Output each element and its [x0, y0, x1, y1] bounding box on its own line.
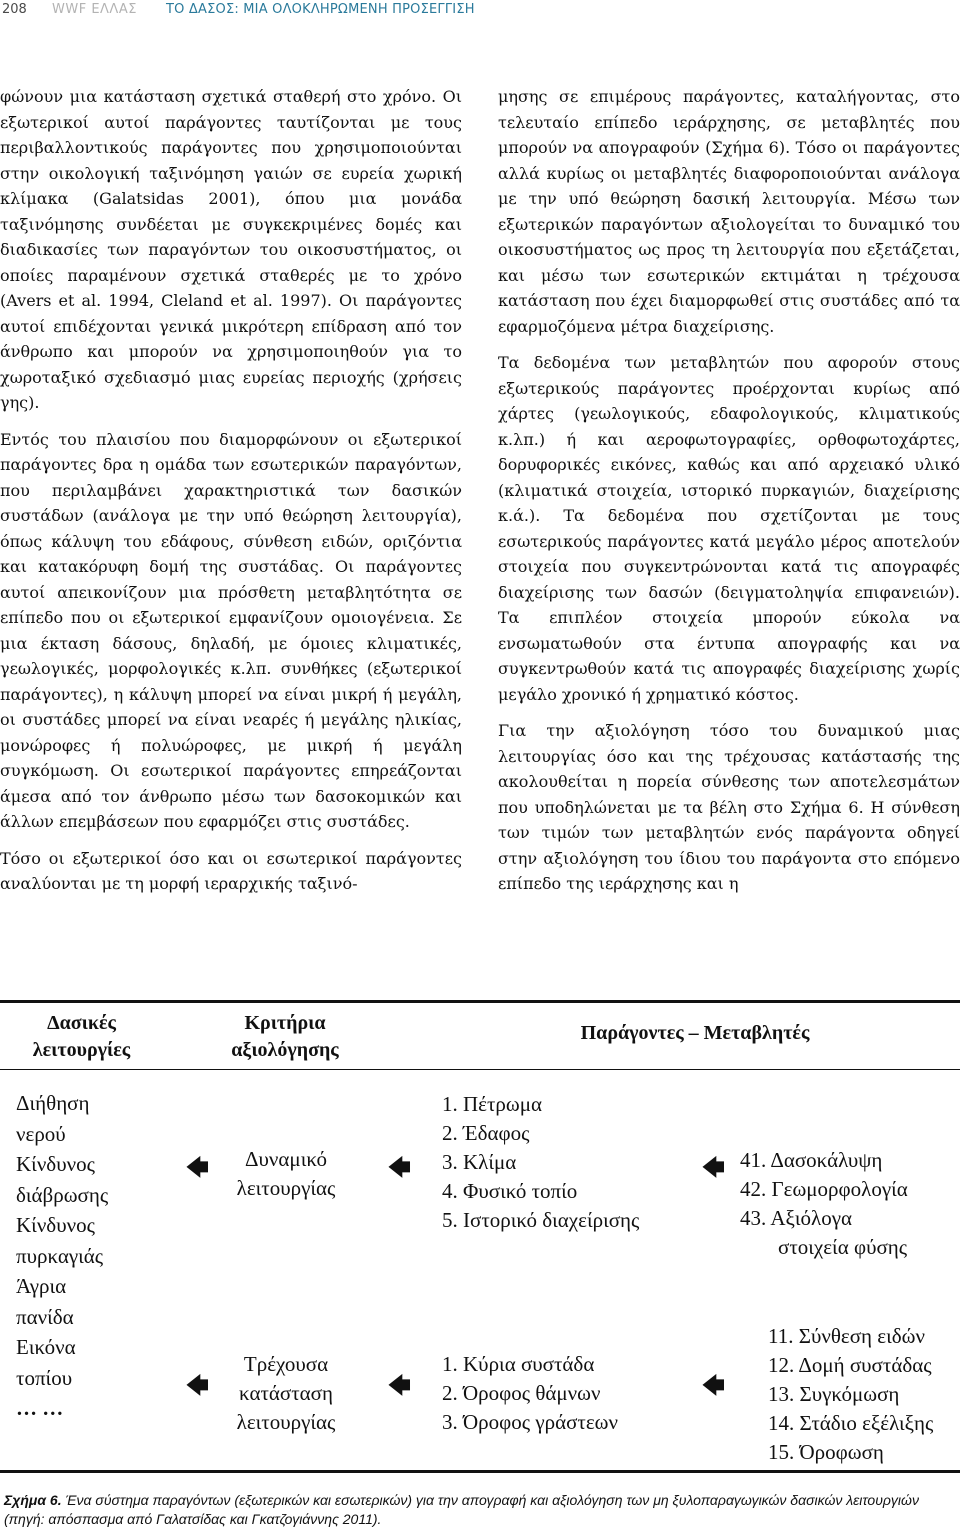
function-line: διάβρωσης [16, 1182, 109, 1207]
external-variable-item: 41. Δασοκάλυψη [740, 1148, 883, 1172]
external-variable-item: στοιχεία φύσης [778, 1235, 908, 1259]
header-title: ΤΟ ΔΑΣΟΣ: ΜΙΑ ΟΛΟΚΛΗΡΩΜΕΝΗ ΠΡΟΣΕΓΓΙΣΗ [166, 2, 475, 17]
internal-variables-list [768, 1322, 933, 1467]
figure-bottom-rule [0, 1470, 960, 1473]
external-variable-item: 43. Αξιόλογα [740, 1206, 852, 1230]
external-factor-item: 5. Ιστορικό διαχείρισης [442, 1208, 640, 1232]
left-paragraph-1: φώνουν μια κατάσταση σχετικά σταθερή στο χρόνο. Οι εξωτερικοί αυτοί παράγοντες ταυτίζονται με τους περιβαλλοντικούς παράγοντες που χρησιμοποιούνται στην οικολογική ταξινόμηση γαιών σε ευρεία χωρική κλίμακα (Galatsidas 2001), όπου μια μονάδα ταξινόμησης συνδέεται με συγκεκριμένες δομές και διαδικασίες των παραγόντων του οικοσυστήματος, οι οποίες παραμένουν σχετικά σταθερές με το χρόνο (Avers et al. 1994, Cleland et al. 1997). Οι παράγοντες αυτοί επιδέχονται γενικά μικρότερη επίδραση από τον άνθρωπο και μπορούν να χρησιμοποιηθούν για το χωροταξικό σχεδιασμό μιας ευρείας περιοχής (χρήσεις γης). [0, 87, 462, 412]
function-line: Διήθηση [16, 1091, 90, 1115]
left-paragraph-2: Εντός του πλαισίου που διαμορφώνουν οι εξωτερικοί παράγοντες δρα η ομάδα των εσωτερικών παραγόντων, που περιλαμβάνει χαρακτηριστικά των δασικών συστάδων (ανάλογα με την υπό θεώρηση λειτουργία), όπως κάλυψη του εδάφους, σύνθεση ειδών, οριζόντια και κατακόρυφη δομή της συστάδας. Οι παράγοντες αυτοί απεικονίζουν μια πρόσθετη μεταβλητότητα σε επίπεδο που οι εξωτερικοί εμφανίζουν ομοιογένεια. Σε μια έκταση δάσους, δηλαδή, με όμοιες κλιματικές, γεωλογικές, μορφολογικές κ.λπ. συνθήκες (εξωτερικοί παράγοντες), η κάλυψη μπορεί να είναι μικρή ή μεγάλη, οι συστάδες μπορεί να είναι νεαρές ή μεγάλης ηλικίας, μονώροφες ή πολυώροφες, με μικρή ή μεγάλη συγκόμωση. Οι εσωτερικοί παράγοντες επηρεάζονται άμεσα από τον άνθρωπο μέσω των δασοκομικών και άλλων επεμβάσεων που εφαρμόζει στις συστάδες. [0, 429, 462, 831]
left-arrow-icon: 🡄 [702, 1156, 725, 1181]
internal-variable-item: 13. Συγκόμωση [768, 1382, 900, 1406]
criterion-current-line: κατάσταση [239, 1381, 333, 1405]
figure-top-rule [0, 1000, 960, 1003]
caption-text: Ένα σύστημα παραγόντων (εξωτερικών και εσωτερικών) για την απογραφή και αξιολόγηση των μη ξυλοπαραγωγικών δασικών λειτουργιών (πηγή: απόσπασμα από Γαλατσίδας και Γκατζογιάννης 2011). [4, 1492, 919, 1527]
right-column [498, 84, 960, 908]
function-line: Κίνδυνος [16, 1213, 95, 1237]
criterion-current [226, 1350, 346, 1437]
criterion-potential-line: λειτουργίας [236, 1176, 336, 1200]
internal-factor-item: 3. Όροφος γράστεων [442, 1410, 618, 1434]
header-functions-line-2: λειτουργίες [32, 1039, 131, 1061]
right-paragraph-1: μησης σε επιμέρους παράγοντες, καταλήγοντας, στο τελευταίο επίπεδο ιεράρχησης, σε μεταβλητές που μπορούν να απογραφούν (Σχήμα 6). Τόσο οι παράγοντες αλλά κυρίως οι μεταβλητές διαφοροποιούνται ανάλογα με την υπό θεώρηση δασική λειτουργία. Μέσω των εξωτερικών παραγόντων αξιολογείται το δυναμικό του οικοσυστήματος ως προς τη λειτουργία που εξετάζεται, και μέσω των εσωτερικών εκτιμάται η τρέχουσα κατάσταση που έχει διαμορφωθεί στις συστάδες από τα εφαρμοζόμενα μέτρα διαχείρισης. [498, 87, 960, 336]
function-line: πανίδα [16, 1304, 74, 1329]
external-variables-list [740, 1146, 908, 1262]
function-line: Εικόνα [16, 1335, 76, 1359]
external-factor-item: 3. Κλίμα [442, 1150, 517, 1174]
function-line: … … [16, 1396, 64, 1420]
header-criteria-line-2: αξιολόγησης [231, 1039, 339, 1061]
header-functions-line-1: Δασικές [47, 1012, 116, 1034]
internal-variable-item: 11. Σύνθεση ειδών [768, 1324, 925, 1348]
internal-factor-item: 2. Όροφος θάμνων [442, 1381, 601, 1405]
caption-label: Σχήμα 6. [4, 1492, 62, 1508]
internal-factor-item: 1. Κύρια συστάδα [442, 1352, 595, 1376]
right-paragraph-2: Τα δεδομένα των μεταβλητών που αφορούν στους εξωτερικούς παράγοντες προέρχονται κυρίως από χάρτες (γεωλογικούς, εδαφολογικούς, κλιματικούς κ.λπ.) ή και αεροφωτογραφίες, ορθοφωτοχάρτες, δορυφορικές εικόνες, καθώς και από αρχειακό υλικό (κλιματικά στοιχεία, ιστορικό πυρκαγιών, διαχείρισης κ.ά.). Τα δεδομένα που σχετίζονται με τους εσωτερικούς παράγοντες κατά μεγάλο μέρος αποτελούν στοιχεία που συγκεντρώνονται κατά τις απογραφές διαχείρισης των δασών (δειγματοληψία επιφανειών). Τα επιπλέον στοιχεία μπορούν εύκολα να ενσωματωθούν στα έντυπα απογραφής και να συγκεντρωθούν κατά τις απογραφές διαχείρισης χωρίς μεγάλο χρονικό ή χρηματικό κόστος. [498, 353, 960, 704]
left-paragraph-3: Τόσο οι εξωτερικοί όσο και οι εσωτερικοί παράγοντες αναλύονται με τη μορφή ιεραρχικής ταξινό- [0, 848, 462, 893]
internal-variable-item: 12. Δομή συστάδας [768, 1353, 932, 1377]
left-arrow-icon: 🡄 [186, 1156, 209, 1181]
function-line: πυρκαγιάς [16, 1243, 104, 1268]
right-paragraph-3: Για την αξιολόγηση τόσο του δυναμικού μιας λειτουργίας όσο και της τρέχουσας κατάστασής της ακολουθείται η πορεία σύνθεσης των αποτελεσμάτων που υποδηλώνεται με τα βέλη στο Σχήμα 6. Η σύνθεση των τιμών των μεταβλητών ενός παράγοντα οδηγεί στην αξιολόγηση του ίδιου του παράγοντα στο επόμενο επίπεδο της ιεράρχησης και η [498, 721, 960, 893]
left-arrow-icon: 🡄 [186, 1374, 209, 1399]
page-number: 208 [2, 2, 27, 17]
header-organization: WWF ΕΛΛΑΣ [52, 2, 137, 17]
left-arrow-icon: 🡄 [388, 1156, 411, 1181]
external-factor-item: 1. Πέτρωμα [442, 1092, 542, 1116]
left-arrow-icon: 🡄 [388, 1374, 411, 1399]
internal-variable-item: 14. Στάδιο εξέλιξης [768, 1411, 934, 1435]
header-factors: Παράγοντες – Μεταβλητές [580, 1022, 810, 1044]
criterion-potential-line: Δυναμικό [245, 1147, 327, 1171]
left-arrow-icon: 🡄 [702, 1374, 725, 1399]
left-column [0, 84, 462, 908]
function-line: τοπίου [16, 1365, 73, 1390]
header-functions [14, 1010, 149, 1064]
external-factor-item: 4. Φυσικό τοπίο [442, 1179, 578, 1203]
figure-header-rule [0, 1069, 960, 1070]
external-variable-item: 42. Γεωμορφολογία [740, 1177, 908, 1201]
external-factor-item: 2. Έδαφος [442, 1121, 530, 1145]
header-criteria-line-1: Κριτήρια [244, 1012, 326, 1034]
external-factors-list [442, 1090, 639, 1235]
criterion-current-line: Τρέχουσα [243, 1352, 329, 1376]
functions-list [16, 1088, 108, 1424]
header-criteria [220, 1010, 350, 1064]
figure-6-diagram [0, 1000, 960, 1478]
internal-variable-item: 15. Όροφωση [768, 1440, 884, 1464]
function-line: Άγρια [16, 1274, 67, 1298]
criterion-potential [226, 1145, 346, 1203]
function-line: Κίνδυνος [16, 1152, 95, 1176]
internal-factors-list [442, 1350, 618, 1437]
criterion-current-line: λειτουργίας [236, 1410, 336, 1434]
function-line: νερού [16, 1121, 66, 1146]
figure-caption [4, 1491, 956, 1529]
running-header [0, 0, 960, 20]
